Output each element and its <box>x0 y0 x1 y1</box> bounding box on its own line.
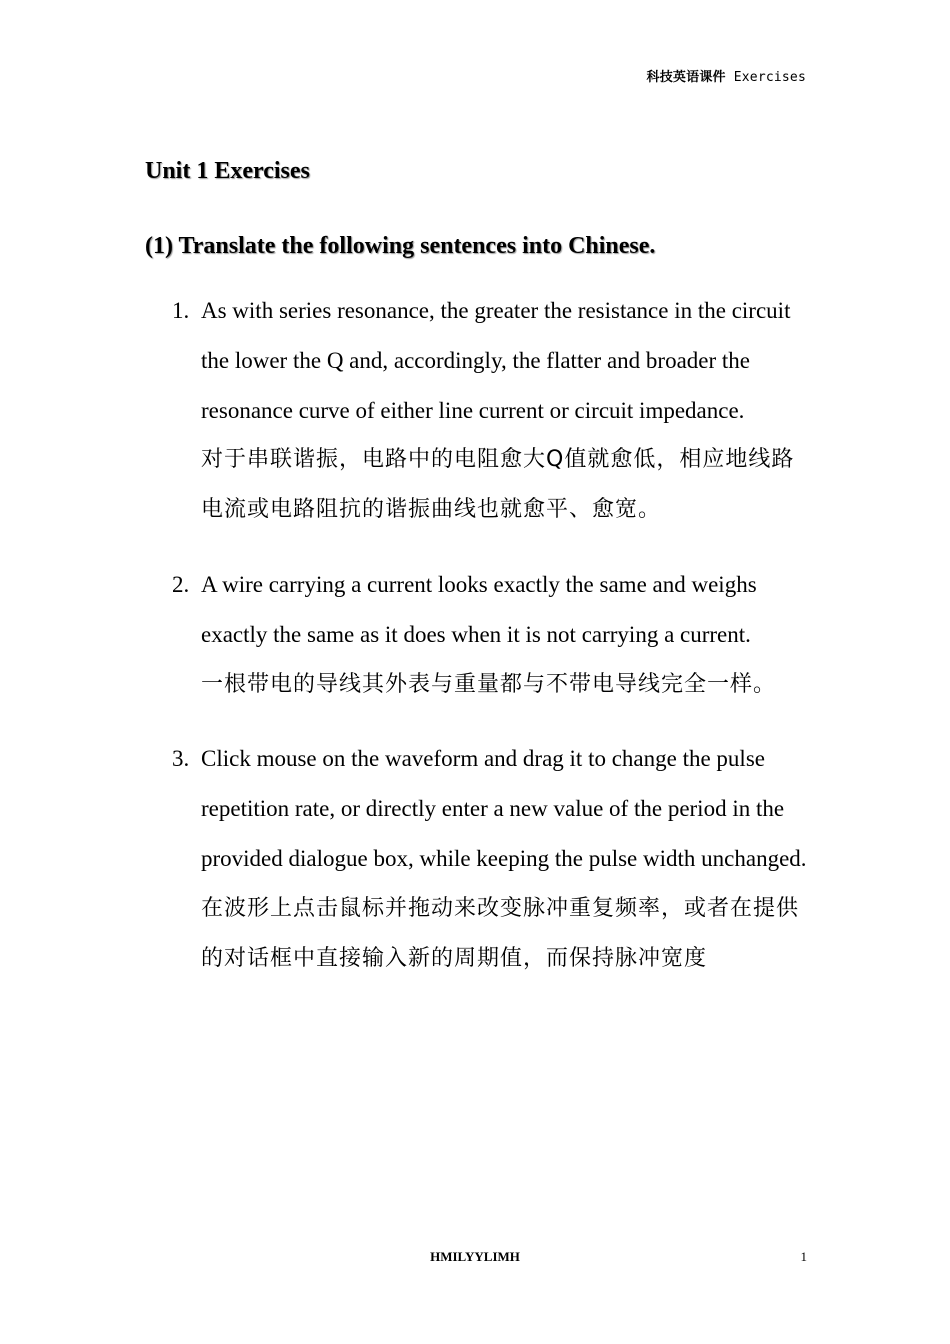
exercise-item-2 <box>172 560 812 709</box>
chinese-translation: 在波形上点击鼠标并拖动来改变脉冲重复频率，或者在提供的对话框中直接输入新的周期值，而保持脉冲宽度 <box>201 895 800 971</box>
exercise-item-3 <box>172 734 812 983</box>
header-label: Exercises <box>733 70 806 85</box>
header-course: 科技英语课件 <box>646 70 726 85</box>
item-body <box>201 560 812 709</box>
english-sentence: A wire carrying a current looks exactly the same and weighs exactly the same as it does when it is not carrying a current. <box>201 571 757 647</box>
item-body <box>201 286 812 535</box>
exercise-list <box>172 286 812 1008</box>
english-sentence: Click mouse on the waveform and drag it to change the pulse repetition rate, or directly enter a new value of the period in the provided dialogue box, while keeping the pulse width unchanged. <box>201 746 807 871</box>
page-number: 1 <box>800 1249 807 1264</box>
english-sentence: As with series resonance, the greater the resistance in the circuit the lower the Q and, accordingly, the flatter and broader the resonance curve of either line current or circuit impedance. <box>201 298 791 423</box>
item-number: 1. <box>172 298 190 323</box>
section-title: (1) Translate the following sentences into Chinese. <box>145 233 656 259</box>
exercise-item-1 <box>172 286 812 535</box>
footer-author: HMILYYLIMH <box>430 1249 520 1264</box>
unit-title: Unit 1 Exercises <box>145 158 310 184</box>
page-header <box>647 66 806 85</box>
item-number: 2. <box>172 571 190 597</box>
item-number: 3. <box>172 746 190 772</box>
chinese-translation: 一根带电的导线其外表与重量都与不带电导线完全一样。 <box>201 671 777 697</box>
chinese-translation: 对于串联谐振，电路中的电阻愈大Q值就愈低，相应地线路电流或电路阻抗的谐振曲线也就愈平、愈宽。 <box>201 447 795 523</box>
item-body <box>201 734 812 983</box>
